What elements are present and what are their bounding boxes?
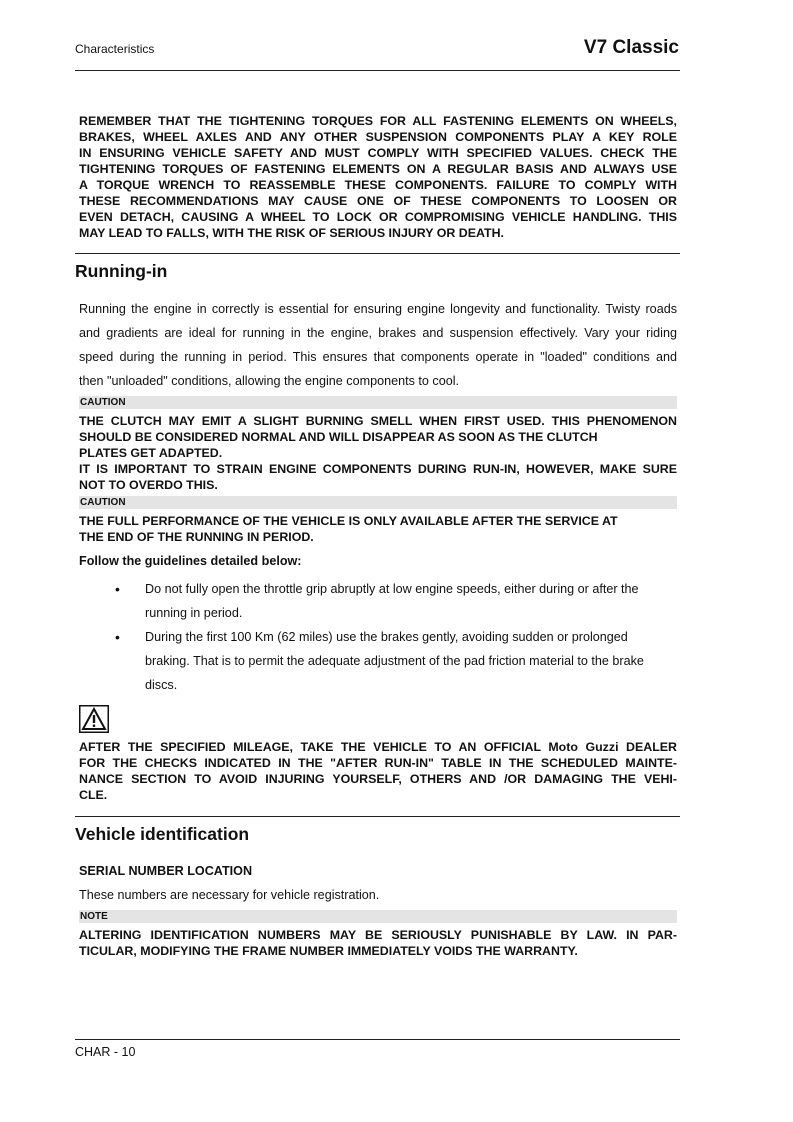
bullet-icon: • xyxy=(115,581,120,597)
torque-warning-line: IN ENSURING VEHICLE SAFETY AND MUST COMPLY WITH SPECIFIED VALUES. CHECK THE xyxy=(79,146,677,160)
bullet-line: Do not fully open the throttle grip abruptly at low engine speeds, either during or after the xyxy=(145,582,639,596)
paragraph-line: and gradients are ideal for running in the engine, brakes and suspension effectively. Vary your riding xyxy=(79,326,677,340)
note-line: TICULAR, MODIFYING THE FRAME NUMBER IMMEDIATELY VOIDS THE WARRANTY. xyxy=(79,944,578,958)
torque-warning-line: REMEMBER THAT THE TIGHTENING TORQUES FOR ALL FASTENING ELEMENTS ON WHEELS, xyxy=(79,114,677,128)
header-rule xyxy=(75,70,680,71)
caution-performance xyxy=(79,513,677,545)
header-model: V7 Classic xyxy=(583,37,679,58)
bullet-line: During the first 100 Km (62 miles) use the brakes gently, avoiding sudden or prolonged xyxy=(145,630,628,644)
section-rule xyxy=(75,253,680,254)
section-rule xyxy=(75,816,680,817)
warning-triangle-icon xyxy=(79,705,109,733)
bullet-item xyxy=(145,577,677,625)
dealer-warning-line: CLE. xyxy=(79,788,108,802)
caution-label: CAUTION xyxy=(79,496,677,509)
vehicle-identification-heading: Vehicle identification xyxy=(75,824,250,844)
dealer-warning-line: AFTER THE SPECIFIED MILEAGE, TAKE THE VEHICLE TO AN OFFICIAL Moto Guzzi DEALER xyxy=(79,740,677,754)
caution-label: CAUTION xyxy=(79,396,677,409)
torque-warning-line: A TORQUE WRENCH TO REASSEMBLE THESE COMPONENTS. FAILURE TO COMPLY WITH xyxy=(79,178,677,192)
serial-number-text: These numbers are necessary for vehicle registration. xyxy=(79,888,380,902)
bullet-icon: • xyxy=(115,629,120,645)
guidelines-title: Follow the guidelines detailed below: xyxy=(79,554,302,568)
running-in-paragraph xyxy=(79,297,677,393)
paragraph-line: Running the engine in correctly is essential for ensuring engine longevity and functionality. Twisty roads xyxy=(79,302,677,316)
caution-line: THE CLUTCH MAY EMIT A SLIGHT BURNING SMELL WHEN FIRST USED. THIS PHENOMENON xyxy=(79,414,677,428)
header-section: Characteristics xyxy=(75,42,155,56)
dealer-warning-line: NANCE SECTION TO AVOID INJURING YOURSELF, OTHERS AND /OR DAMAGING THE VEHI- xyxy=(79,772,677,786)
caution-line: NOT TO OVERDO THIS. xyxy=(79,478,218,492)
caution-line: THE END OF THE RUNNING IN PERIOD. xyxy=(79,530,314,544)
dealer-warning-line: FOR THE CHECKS INDICATED IN THE "AFTER RUN-IN" TABLE IN THE SCHEDULED MAINTE- xyxy=(79,756,677,770)
paragraph-line: speed during the running in period. This ensures that components operate in "loaded" conditions and xyxy=(79,350,677,364)
note-label: NOTE xyxy=(79,910,677,923)
caution-line: SHOULD BE CONSIDERED NORMAL AND WILL DISAPPEAR AS SOON AS THE CLUTCH xyxy=(79,430,598,444)
caution-line: PLATES GET ADAPTED. xyxy=(79,446,223,460)
page-number: CHAR - 10 xyxy=(75,1045,136,1059)
bullet-item xyxy=(145,625,677,697)
torque-warning-line: TIGHTENING TORQUES OF FASTENING ELEMENTS ON A REGULAR BASIS AND ALWAYS USE xyxy=(79,162,677,176)
torque-warning-line: EVEN DETACH, CAUSING A WHEEL TO LOCK OR COMPROMISING VEHICLE HANDLING. THIS xyxy=(79,210,677,224)
torque-warning-line: MAY LEAD TO FALLS, WITH THE RISK OF SERIOUS INJURY OR DEATH. xyxy=(79,226,504,240)
bullet-line: discs. xyxy=(145,678,178,692)
paragraph-line: then "unloaded" conditions, allowing the engine components to cool. xyxy=(79,374,460,388)
bullet-line: braking. That is to permit the adequate adjustment of the pad friction material to the brake xyxy=(145,654,644,668)
caution-clutch xyxy=(79,413,677,493)
note-line: ALTERING IDENTIFICATION NUMBERS MAY BE SERIOUSLY PUNISHABLE BY LAW. IN PAR- xyxy=(79,928,677,942)
running-in-heading: Running-in xyxy=(75,261,168,281)
serial-number-heading: SERIAL NUMBER LOCATION xyxy=(79,864,253,878)
note-text xyxy=(79,927,677,959)
footer-rule xyxy=(75,1039,680,1040)
bullet-line: running in period. xyxy=(145,606,243,620)
caution-line: IT IS IMPORTANT TO STRAIN ENGINE COMPONENTS DURING RUN-IN, HOWEVER, MAKE SURE xyxy=(79,462,677,476)
torque-warning xyxy=(79,113,677,241)
torque-warning-line: BRAKES, WHEEL AXLES AND ANY OTHER SUSPENSION COMPONENTS PLAY A KEY ROLE xyxy=(79,130,677,144)
caution-line: THE FULL PERFORMANCE OF THE VEHICLE IS ONLY AVAILABLE AFTER THE SERVICE AT xyxy=(79,514,618,528)
dealer-warning xyxy=(79,739,677,803)
torque-warning-line: THESE RECOMMENDATIONS MAY CAUSE ONE OF THESE COMPONENTS TO LOOSEN OR xyxy=(79,194,677,208)
